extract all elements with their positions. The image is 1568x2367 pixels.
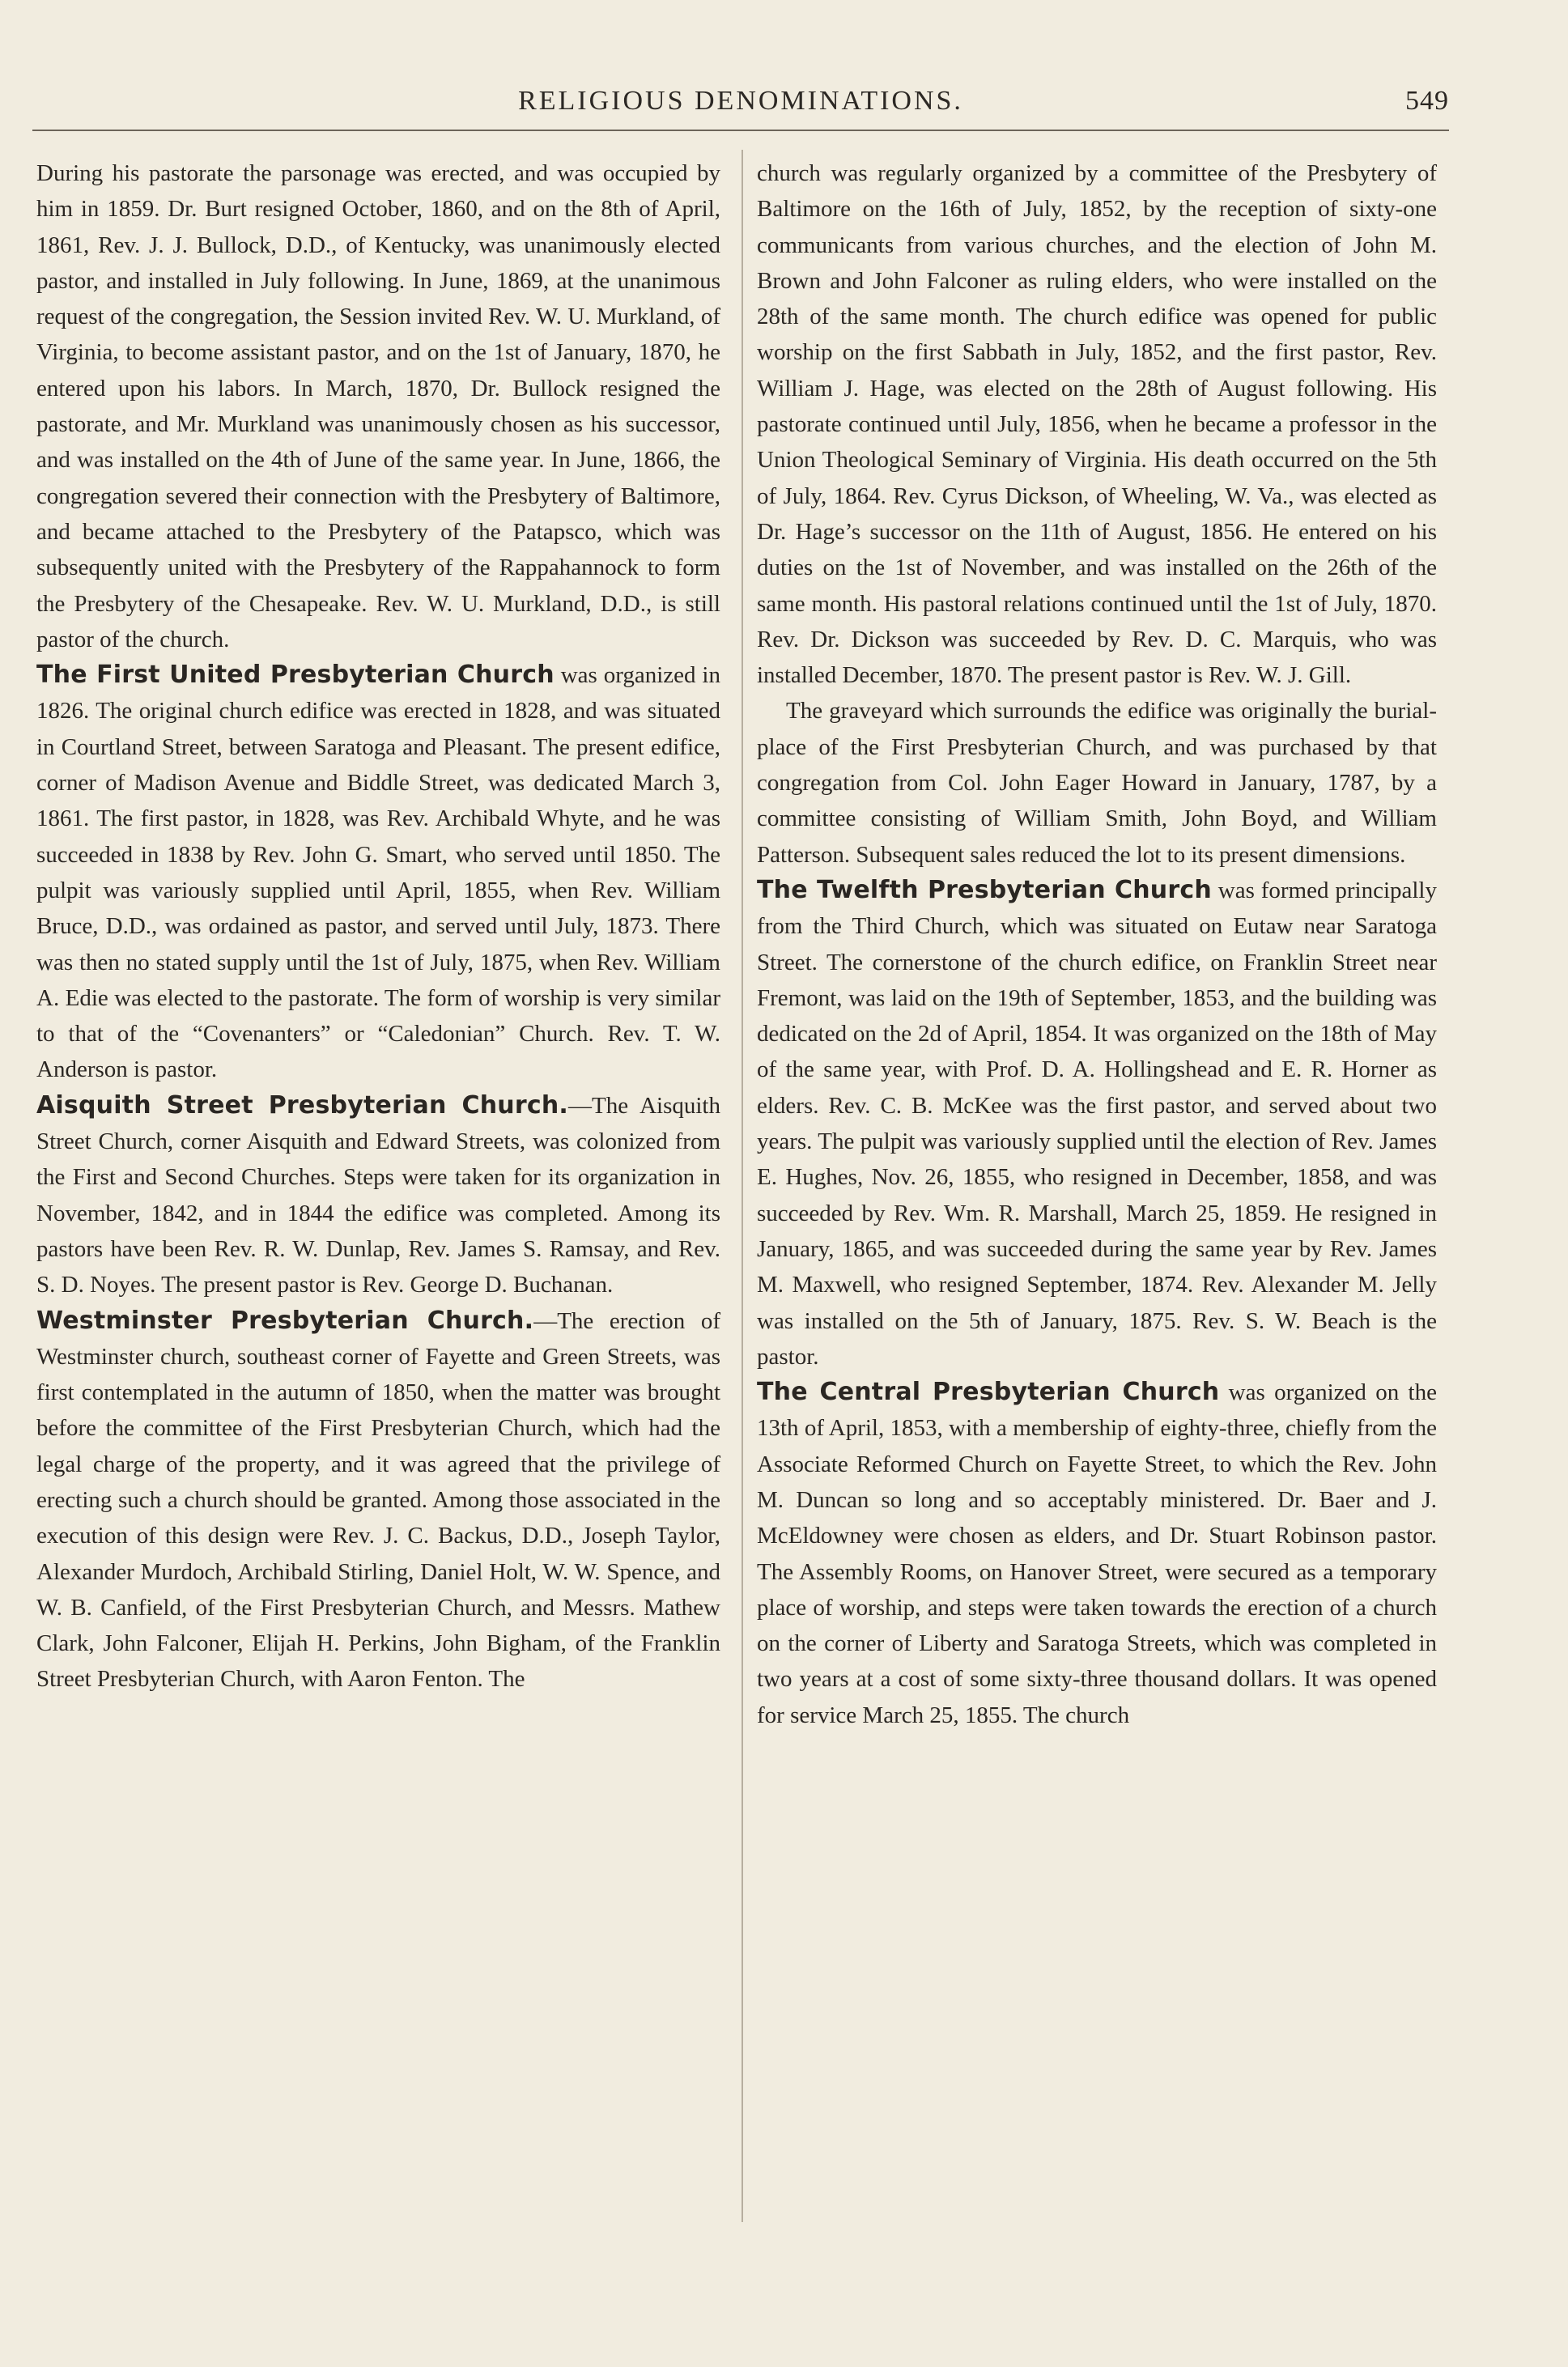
paragraph	[757, 693, 1437, 872]
left-column	[36, 155, 720, 1698]
paragraph-text: was organized on the 13th of April, 1853, with a membership of eighty-three, chiefly from the Associate Reformed Church on Fayette Street, to which the Rev. John M. Duncan so long and so acceptably ministered. Dr. Baer and J. McEldowney were chosen as elders, and Dr. Stuart Robinson pastor. The Assembly Rooms, on Hanover Street, were secured as a temporary place of worship, and steps were taken towards the erection of a church on the corner of Liberty and Saratoga Streets, which was completed in two years at a cost of some sixty-three thousand dollars. It was opened for service March 25, 1855. The church	[757, 1379, 1437, 1728]
paragraph-text: The graveyard which surrounds the edifice was originally the burial-place of the First Presbyterian Church, and was purchased by that congregation from Col. John Eager Howard in January, 1787, by a committee consisting of William Smith, John Boyd, and William Patterson. Subsequent sales reduced the lot to its present dimensions.	[757, 698, 1437, 868]
paragraph	[36, 155, 720, 657]
section-heading: Aisquith Street Presbyterian Church.	[36, 1090, 568, 1120]
paragraph-text: During his pastorate the parsonage was erected, and was occupied by him in 1859. Dr. Burt resigned October, 1860, and on the 8th of April, 1861, Rev. J. J. Bullock, D.D., of Kentucky, was unanimously elected pastor, and installed in July following. In June, 1869, at the unanimous request of the congregation, the Session invited Rev. W. U. Murkland, of Virginia, to become assistant pastor, and on the 1st of January, 1870, he entered upon his labors. In March, 1870, Dr. Bullock resigned the pastorate, and Mr. Murkland was unanimously chosen as his successor, and was installed on the 4th of June of the same year. In June, 1866, the congregation severed their connection with the Presbytery of Baltimore, and became attached to the Presbytery of the Patapsco, which was subsequently united with the Presbytery of the Rappahannock to form the Presbytery of the Chesapeake. Rev. W. U. Murkland, D.D., is still pastor of the church.	[36, 160, 720, 652]
paragraph	[757, 155, 1437, 693]
paragraph-text: was organized in 1826. The original church edifice was erected in 1828, and was situated in Courtland Street, between Saratoga and Pleasant. The present edifice, corner of Madison Avenue and Biddle Street, was dedicated March 3, 1861. The first pastor, in 1828, was Rev. Archibald Whyte, and he was succeeded in 1838 by Rev. John G. Smart, who served until 1850. The pulpit was variously supplied until April, 1855, when Rev. William Bruce, D.D., was ordained as pastor, and served until July, 1873. There was then no stated supply until the 1st of July, 1875, when Rev. William A. Edie was elected to the pastorate. The form of worship is very similar to that of the “Covenanters” or “Caledonian” Church. Rev. T. W. Anderson is pastor.	[36, 662, 720, 1083]
right-column	[757, 155, 1437, 1733]
page-header	[32, 86, 1449, 126]
paragraph	[757, 1375, 1437, 1733]
page-number: 549	[1405, 86, 1449, 116]
paragraph	[36, 657, 720, 1088]
header-rule	[32, 130, 1449, 131]
column-divider	[742, 150, 743, 2222]
running-head: RELIGIOUS DENOMINATIONS.	[518, 86, 963, 116]
paragraph	[36, 1088, 720, 1303]
paragraph-text: church was regularly organized by a committee of the Presbytery of Baltimore on the 16th of July, 1852, by the reception of sixty-one communicants from various churches, and the election of John M. Brown and John Falconer as ruling elders, who were installed on the 28th of the same month. The church edifice was opened for public worship on the first Sabbath in July, 1852, and the first pastor, Rev. William J. Hage, was elected on the 28th of August following. His pastorate continued until July, 1856, when he became a professor in the Union Theological Seminary of Virginia. His death occurred on the 5th of July, 1864. Rev. Cyrus Dickson, of Wheeling, W. Va., was elected as Dr. Hage’s successor on the 11th of August, 1856. He entered on his duties on the 1st of November, and was installed on the 26th of the same month. His pastoral relations continued until the 1st of July, 1870. Rev. Dr. Dickson was succeeded by Rev. D. C. Marquis, who was installed December, 1870. The present pastor is Rev. W. J. Gill.	[757, 160, 1437, 689]
paragraph	[36, 1303, 720, 1698]
paragraph-text: —The erection of Westminster church, southeast corner of Fayette and Green Streets, was first contemplated in the autumn of 1850, when the matter was brought before the committee of the First Presbyterian Church, which had the legal charge of the property, and it was agreed that the privilege of erecting such a church should be granted. Among those associated in the execution of this design were Rev. J. C. Backus, D.D., Joseph Taylor, Alexander Murdoch, Archibald Stirling, Daniel Holt, W. W. Spence, and W. B. Canfield, of the First Presbyterian Church, and Messrs. Mathew Clark, John Falconer, Elijah H. Perkins, John Bigham, of the Franklin Street Presbyterian Church, with Aaron Fenton. The	[36, 1307, 720, 1693]
section-heading: The Twelfth Presbyterian Church	[757, 875, 1212, 904]
paragraph-text: —The Aisquith Street Church, corner Aisquith and Edward Streets, was colonized from the First and Second Churches. Steps were taken for its organization in November, 1842, and in 1844 the edifice was completed. Among its pastors have been Rev. R. W. Dunlap, Rev. James S. Ramsay, and Rev. S. D. Noyes. The present pastor is Rev. George D. Buchanan.	[36, 1092, 720, 1298]
section-heading: Westminster Presbyterian Church.	[36, 1306, 534, 1335]
section-heading: The Central Presbyterian Church	[757, 1378, 1220, 1407]
section-heading: The First United Presbyterian Church	[36, 661, 555, 690]
paragraph	[757, 873, 1437, 1375]
paragraph-text: was formed principally from the Third Church, which was situated on Eutaw near Saratoga Street. The cornerstone of the church edifice, on Franklin Street near Fremont, was laid on the 19th of September, 1853, and the building was dedicated on the 2d of April, 1854. It was organized on the 18th of May of the same year, with Prof. D. A. Hollingshead and E. R. Horner as elders. Rev. C. B. McKee was the first pastor, and served about two years. The pulpit was variously supplied until the election of Rev. James E. Hughes, Nov. 26, 1855, who resigned in December, 1858, and was succeeded by Rev. Wm. R. Marshall, March 25, 1859. He resigned in January, 1865, and was succeeded during the same year by Rev. James M. Maxwell, who resigned September, 1874. Rev. Alexander M. Jelly was installed on the 5th of January, 1875. Rev. S. W. Beach is the pastor.	[757, 877, 1437, 1370]
